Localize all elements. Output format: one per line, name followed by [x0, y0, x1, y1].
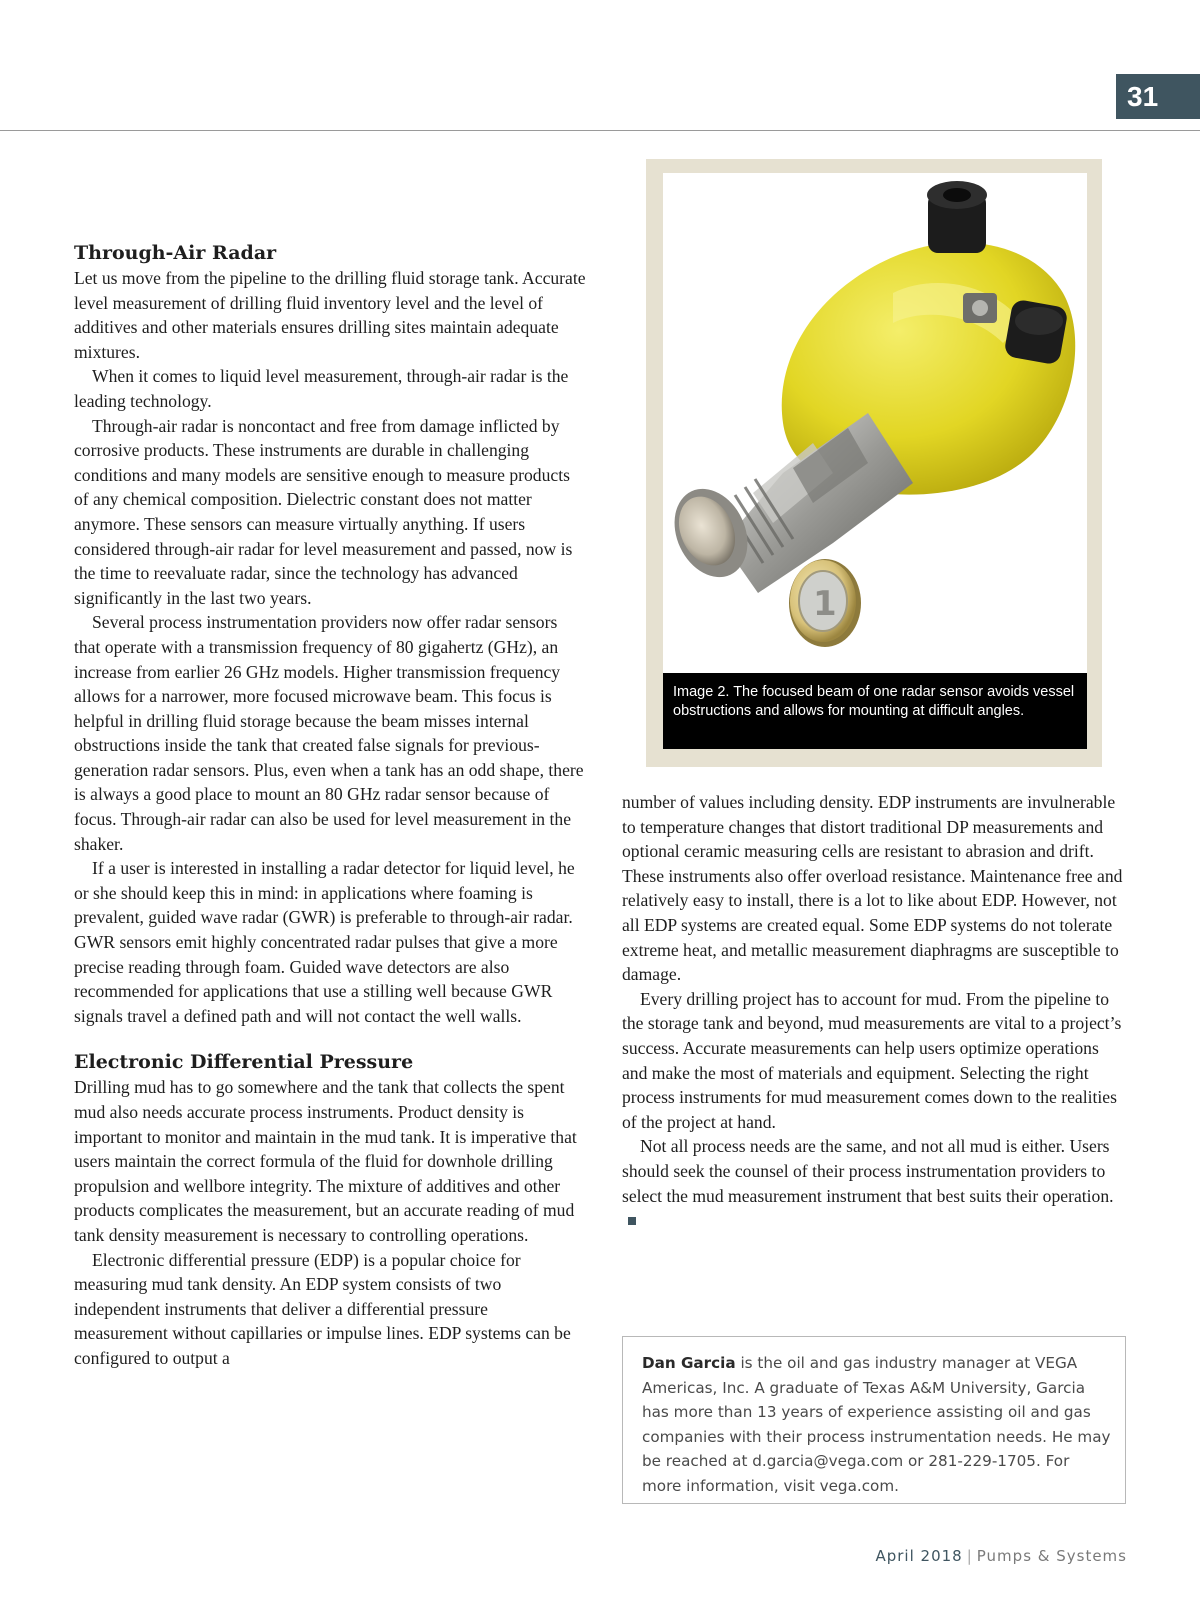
radar-sensor-illustration	[663, 173, 1087, 673]
footer-date: April 2018	[875, 1547, 963, 1565]
figure-frame	[646, 159, 1102, 767]
paragraph: If a user is interested in installing a radar detector for liquid level, he or she should keep this in mind: in applications where foaming is prevalent, guided wave radar (GWR) is preferable to through-air radar. GWR sensors emit highly concentrated radar pulses that give a more precise reading through foam. Guided wave detectors are also recommended for applications that use a stilling well because GWR signals travel a defined path and will not contact the well walls.	[74, 858, 575, 1026]
header-rule	[0, 130, 1200, 131]
right-column	[622, 790, 1127, 1233]
paragraph: Electronic differential pressure (EDP) is a popular choice for measuring mud tank density. An EDP system consists of two independent instruments that deliver a differential pressure measurement without capillaries or impulse lines. EDP systems can be configured to output a	[74, 1249, 571, 1368]
paragraph: Several process instrumentation providers now offer radar sensors that operate with a transmission frequency of 80 gigahertz (GHz), an increase from earlier 26 GHz models. Higher transmission frequency allows for a narrower, more focused microwave beam. This focus is helpful in drilling fluid storage because the beam misses internal obstructions inside the tank that created false signals for previous-generation radar sensors. Plus, even when a tank has an odd shape, there is always a good place to mount an 80 GHz radar sensor because of focus. Through-air radar can also be used for level measurement in the shaker.	[74, 612, 584, 854]
image-caption: Image 2. The focused beam of one radar sensor avoids vessel obstructions and allows for mounting at difficult angles.	[663, 673, 1087, 749]
paragraph-text: Not all process needs are the same, and not all mud is either. Users should seek the counsel of their process instrumentation providers to select the mud measurement instrument that best suits their operation.	[622, 1136, 1114, 1206]
paragraph: Every drilling project has to account for mud. From the pipeline to the storage tank and beyond, mud measurements are vital to a project’s success. Accurate measurements can help users optimize operations and make the most of materials and equipment. Selecting the right process instruments for mud measurement comes down to the realities of the project at hand.	[622, 988, 1122, 1132]
paragraph: When it comes to liquid level measurement, through-air radar is the leading technology.	[74, 366, 569, 411]
author-bio-text: is the oil and gas industry manager at VEGA Americas, Inc. A graduate of Texas A&M University, Garcia has more than 13 years of experience assisting oil and gas companies with their process instrumentation needs. He may be reached at d.garcia@vega.com or 281-229-1705. For more information, visit vega.com.	[642, 1354, 1111, 1495]
footer-separator: |	[966, 1547, 973, 1565]
radar-sensor-photo	[663, 173, 1087, 673]
paragraph: Drilling mud has to go somewhere and the tank that collects the spent mud also needs accurate process instruments. Product density is important to monitor and maintain in the mud tank. It is imperative that users maintain the correct formula of the fluid for downhole drilling propulsion and wellbore integrity. The mixture of additives and other products complicates the measurement, but an accurate reading of mud tank density measurement is necessary to controlling operations.	[74, 1077, 577, 1245]
heading-electronic-differential-pressure: Electronic Differential Pressure	[74, 1051, 414, 1074]
footer-publication: Pumps & Systems	[976, 1547, 1127, 1565]
svg-text:1: 1	[813, 584, 837, 624]
author-name: Dan Garcia	[642, 1354, 736, 1372]
author-bio-box	[622, 1336, 1126, 1504]
paragraph-final	[622, 1134, 1127, 1232]
paragraph: number of values including density. EDP instruments are invulnerable to temperature changes that distort traditional DP measurements and optional ceramic measuring cells are resistant to abrasion and drift. These instruments also offer overload resistance. Maintenance free and relatively easy to install, there is a lot to like about EDP. However, not all EDP systems are created equal. Some EDP systems do not tolerate extreme heat, and metallic measurement diaphragms are susceptible to damage.	[622, 792, 1123, 985]
page-footer	[760, 1547, 1127, 1565]
page-number: 31	[1116, 74, 1200, 119]
heading-through-air-radar: Through-Air Radar	[74, 242, 277, 264]
paragraph: Through-air radar is noncontact and free from damage inflicted by corrosive products. These instruments are durable in challenging conditions and many models are sensitive enough to measure products of any chemical composition. Dielectric constant does not matter anymore. These sensors can measure virtually anything. If users considered through-air radar for level measurement and passed, now is the time to reevaluate radar, since the technology has advanced significantly in the last two years.	[74, 415, 573, 608]
left-column	[74, 241, 586, 1371]
paragraph: Let us move from the pipeline to the drilling fluid storage tank. Accurate level measurement of drilling fluid inventory level and the level of additives and other materials ensures drilling sites maintain adequate mixtures.	[74, 268, 586, 362]
end-of-article-square-icon	[628, 1217, 636, 1225]
